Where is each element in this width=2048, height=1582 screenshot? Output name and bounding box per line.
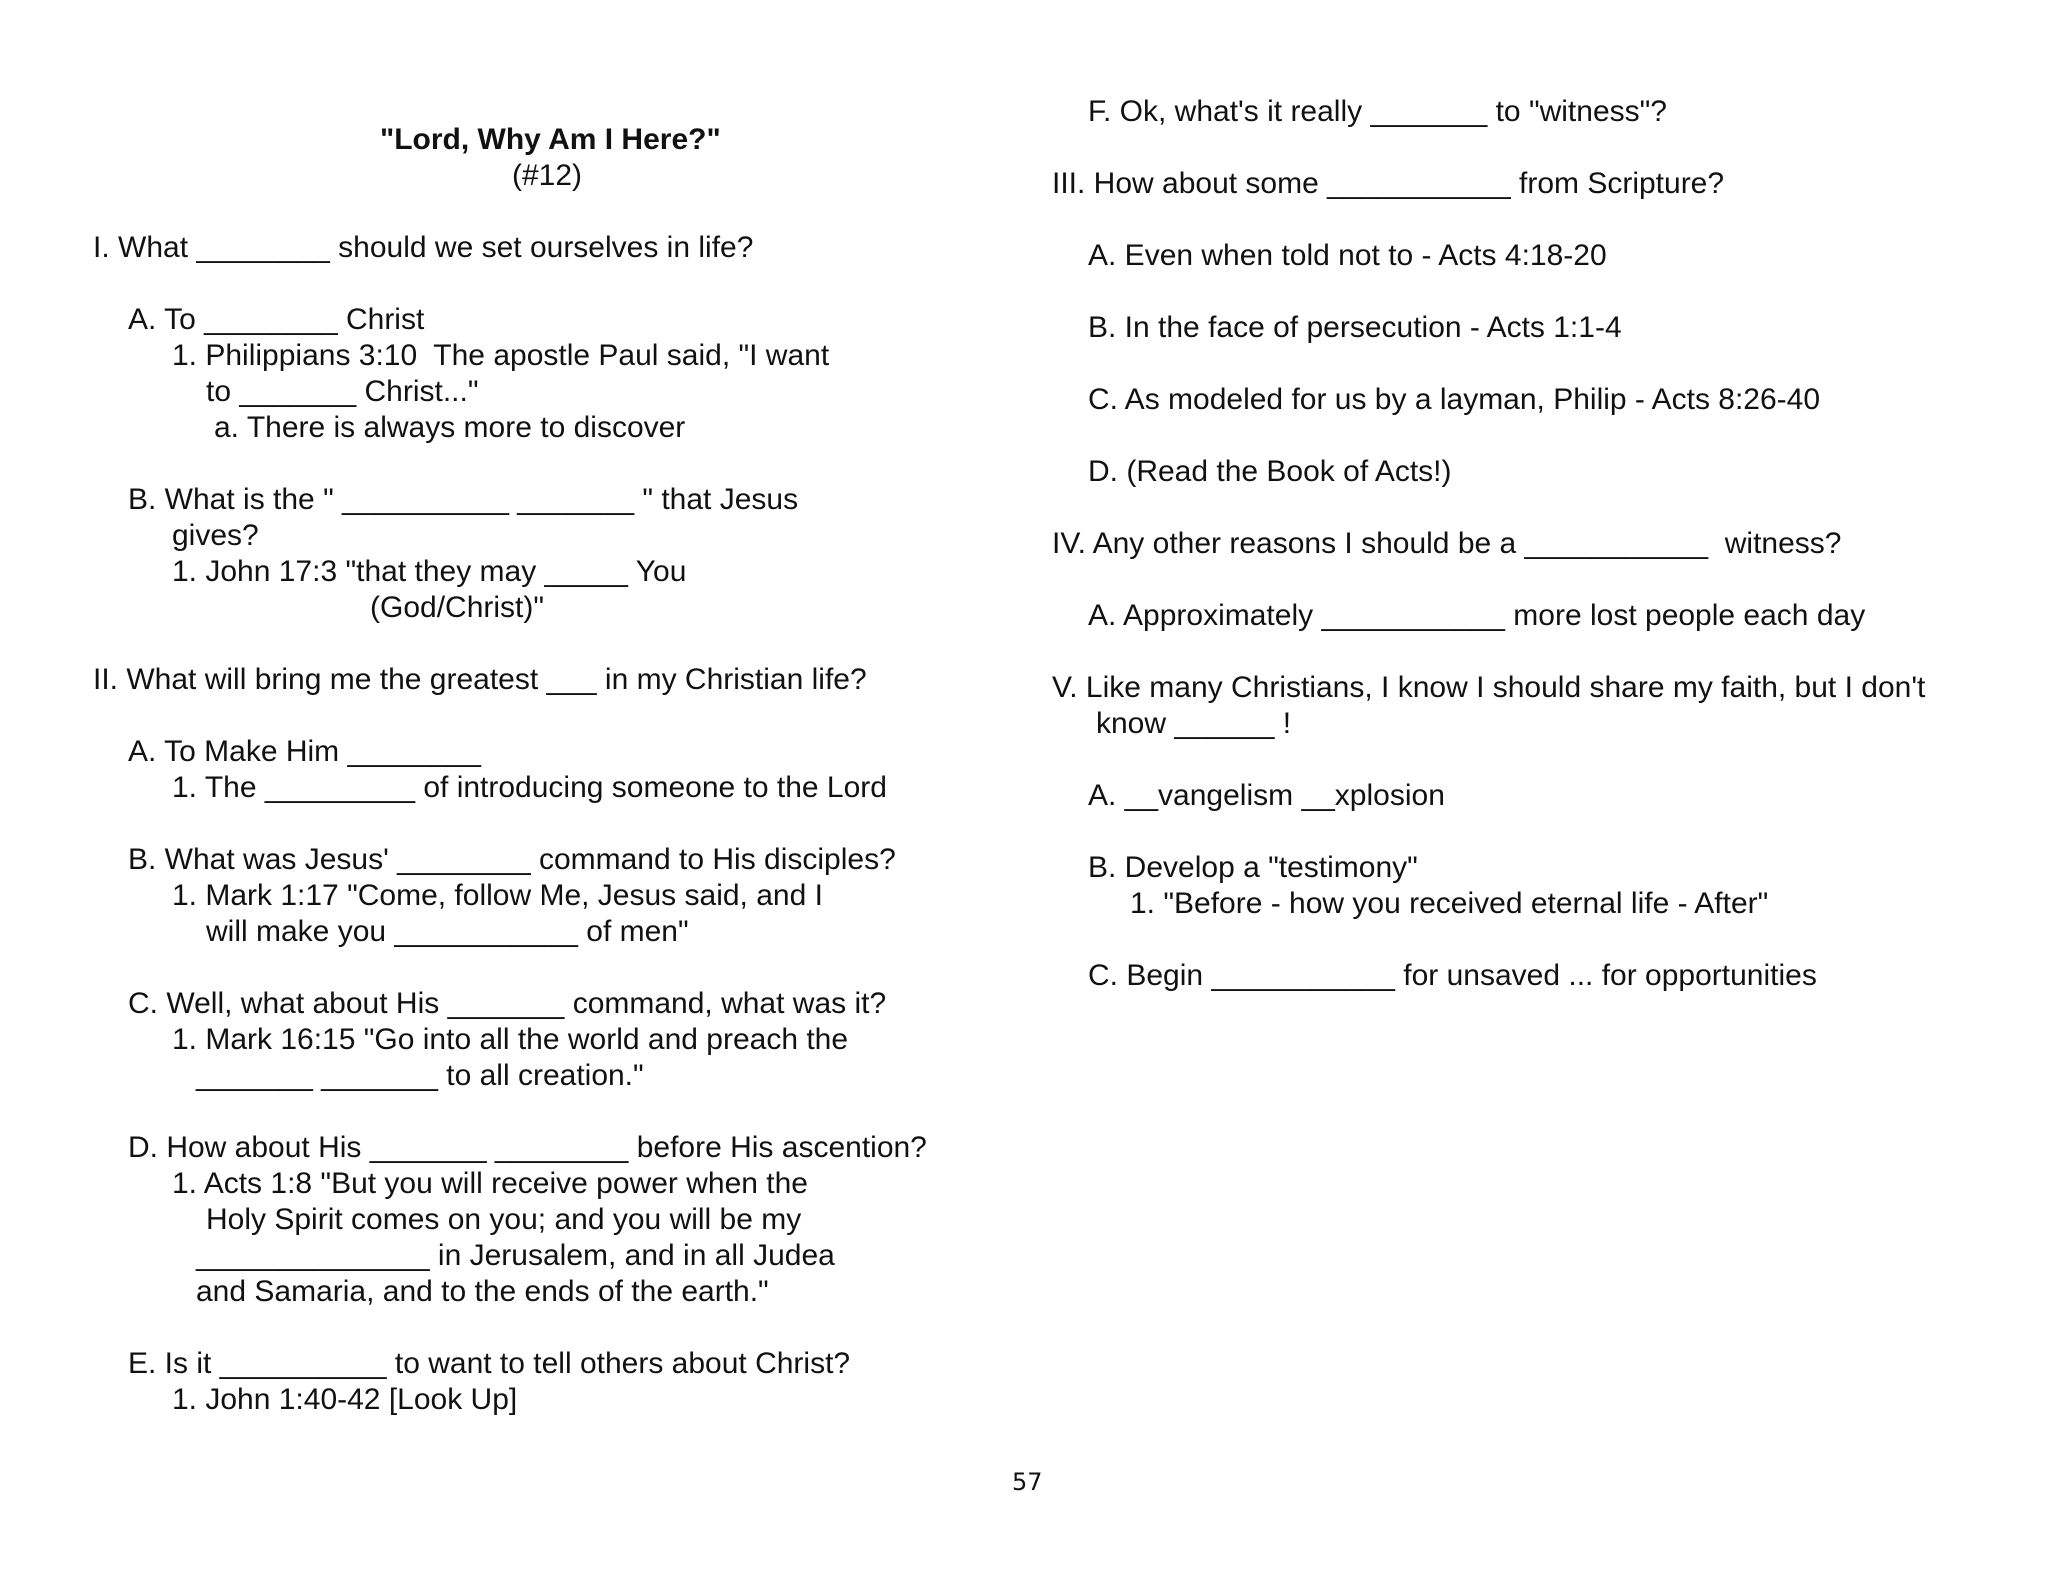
page-number: 57 xyxy=(1012,1468,1043,1496)
outline-subitem: Holy Spirit comes on you; and you will be my xyxy=(206,1203,802,1236)
outline-subitem: 1. The _________ of introducing someone to the Lord xyxy=(172,771,887,804)
outline-subitem: 1. John 17:3 "that they may _____ You xyxy=(172,555,687,588)
outline-subitem: 1. Philippians 3:10 The apostle Paul said, "I want xyxy=(172,339,830,372)
outline-item: gives? xyxy=(172,519,259,552)
lesson-number: (#12) xyxy=(512,159,583,192)
outline-subitem: a. There is always more to discover xyxy=(214,411,686,444)
outline-item: D. (Read the Book of Acts!) xyxy=(1088,455,1452,488)
outline-item: B. Develop a "testimony" xyxy=(1088,851,1418,884)
outline-item: A. __vangelism __xplosion xyxy=(1088,779,1445,812)
outline-item: B. What is the " __________ _______ " that Jesus xyxy=(128,483,799,516)
outline-item: A. To ________ Christ xyxy=(128,303,425,336)
outline-subitem: 1. Acts 1:8 "But you will receive power when the xyxy=(172,1167,808,1200)
outline-subitem: 1. Mark 16:15 "Go into all the world and preach the xyxy=(172,1023,849,1056)
outline-subitem: _______ _______ to all creation." xyxy=(196,1059,644,1092)
outline-item: C. As modeled for us by a layman, Philip - Acts 8:26-40 xyxy=(1088,383,1821,416)
outline-subitem: will make you ___________ of men" xyxy=(206,915,689,948)
outline-subitem: 1. Mark 1:17 "Come, follow Me, Jesus said, and I xyxy=(172,879,823,912)
outline-item: C. Begin ___________ for unsaved ... for opportunities xyxy=(1088,959,1817,992)
outline-subitem: (God/Christ)" xyxy=(370,591,545,624)
outline-subitem: to _______ Christ..." xyxy=(206,375,479,408)
page-title: "Lord, Why Am I Here?" xyxy=(380,123,721,156)
section-heading: know ______ ! xyxy=(1096,707,1292,740)
section-heading: IV. Any other reasons I should be a ___________ witness? xyxy=(1052,527,1842,560)
outline-item: E. Is it __________ to want to tell others about Christ? xyxy=(128,1347,851,1380)
outline-item: B. In the face of persecution - Acts 1:1-4 xyxy=(1088,311,1622,344)
section-heading: I. What ________ should we set ourselves in life? xyxy=(93,231,754,264)
section-heading: III. How about some ___________ from Scripture? xyxy=(1052,167,1725,200)
outline-subitem: and Samaria, and to the ends of the earth." xyxy=(196,1275,769,1308)
section-heading: II. What will bring me the greatest ___ in my Christian life? xyxy=(93,663,867,696)
section-heading: V. Like many Christians, I know I should share my faith, but I don't xyxy=(1052,671,1926,704)
outline-item: F. Ok, what's it really _______ to "witness"? xyxy=(1088,95,1667,128)
outline-subitem: 1. John 1:40-42 [Look Up] xyxy=(172,1383,518,1416)
outline-item: A. Approximately ___________ more lost people each day xyxy=(1088,599,1866,632)
outline-item: B. What was Jesus' ________ command to His disciples? xyxy=(128,843,896,876)
outline-item: C. Well, what about His _______ command, what was it? xyxy=(128,987,887,1020)
outline-item: D. How about His _______ ________ before His ascention? xyxy=(128,1131,927,1164)
outline-item: A. To Make Him ________ xyxy=(128,735,481,768)
outline-subitem: 1. "Before - how you received eternal life - After" xyxy=(1130,887,1769,920)
outline-subitem: ______________ in Jerusalem, and in all Judea xyxy=(196,1239,835,1272)
outline-item: A. Even when told not to - Acts 4:18-20 xyxy=(1088,239,1607,272)
